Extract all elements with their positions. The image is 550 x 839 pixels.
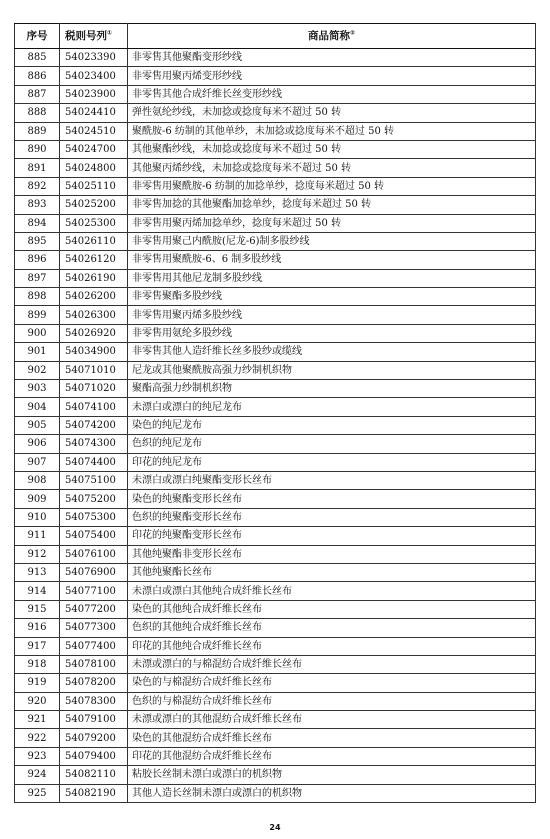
table-row: [15, 214, 536, 232]
row-name-cell: 其他聚酯纱线，未加捻或捻度每米不超过 50 转: [128, 140, 536, 158]
row-name-cell: 未漂白或漂白的纯尼龙布: [128, 398, 536, 416]
row-code-cell: 54075300: [60, 508, 128, 526]
row-seq-cell: 887: [15, 85, 60, 103]
row-code-cell: 54026120: [60, 251, 128, 269]
table-row: [15, 232, 536, 250]
row-code-cell: 54025300: [60, 214, 128, 232]
row-name-cell: 色织的其他纯合成纤维长丝布: [128, 619, 536, 637]
table-row: [15, 306, 536, 324]
row-code-cell: 54079400: [60, 747, 128, 765]
row-seq-cell: 916: [15, 619, 60, 637]
table-row: [15, 545, 536, 563]
row-code-cell: 54024800: [60, 159, 128, 177]
table-row: [15, 674, 536, 692]
row-code-cell: 54074200: [60, 416, 128, 434]
row-name-cell: 粘胶长丝制未漂白或漂白的机织物: [128, 766, 536, 784]
table-row: [15, 416, 536, 434]
row-name-cell: 非零售其他人造纤维长丝多股纱或缆线: [128, 343, 536, 361]
row-name-cell: 非零售用其他尼龙制多股纱线: [128, 269, 536, 287]
row-name-cell: 聚酯高强力纱制机织物: [128, 380, 536, 398]
row-code-cell: 54023390: [60, 49, 128, 67]
row-code-cell: 54075400: [60, 527, 128, 545]
row-code-cell: 54025200: [60, 196, 128, 214]
row-seq-cell: 901: [15, 343, 60, 361]
table-header-row: [15, 24, 536, 49]
row-code-cell: 54026200: [60, 288, 128, 306]
row-seq-cell: 904: [15, 398, 60, 416]
table-row: [15, 527, 536, 545]
row-name-cell: 印花的纯聚酯变形长丝布: [128, 527, 536, 545]
table-row: [15, 729, 536, 747]
row-seq-cell: 907: [15, 453, 60, 471]
row-seq-cell: 912: [15, 545, 60, 563]
row-name-cell: 非零售用聚丙烯变形纱线: [128, 67, 536, 85]
table-row: [15, 637, 536, 655]
row-seq-cell: 889: [15, 122, 60, 140]
table-row: [15, 140, 536, 158]
tariff-table: [14, 23, 536, 803]
header-seq: 序号: [15, 24, 60, 49]
row-code-cell: 54077100: [60, 582, 128, 600]
row-code-cell: 54024410: [60, 104, 128, 122]
row-name-cell: 印花的其他纯合成纤维长丝布: [128, 637, 536, 655]
row-seq-cell: 914: [15, 582, 60, 600]
table-row: [15, 435, 536, 453]
table-row: [15, 67, 536, 85]
row-code-cell: 54074100: [60, 398, 128, 416]
footnote-mark: ①: [107, 29, 113, 36]
row-seq-cell: 918: [15, 655, 60, 673]
row-name-cell: 非零售加捻的其他聚酯加捻单纱，捻度每米超过 50 转: [128, 196, 536, 214]
row-seq-cell: 897: [15, 269, 60, 287]
table-row: [15, 343, 536, 361]
row-name-cell: 未漂白或漂白其他纯合成纤维长丝布: [128, 582, 536, 600]
row-code-cell: 54071020: [60, 380, 128, 398]
row-code-cell: 54078200: [60, 674, 128, 692]
row-code-cell: 54078300: [60, 692, 128, 710]
row-code-cell: 54024510: [60, 122, 128, 140]
row-code-cell: 54023900: [60, 85, 128, 103]
row-code-cell: 54079200: [60, 729, 128, 747]
row-seq-cell: 888: [15, 104, 60, 122]
row-name-cell: 其他纯聚酯非变形长丝布: [128, 545, 536, 563]
row-code-cell: 54082110: [60, 766, 128, 784]
table-row: [15, 159, 536, 177]
row-name-cell: 未漂白或漂白纯聚酯变形长丝布: [128, 471, 536, 489]
row-name-cell: 非零售聚酯多股纱线: [128, 288, 536, 306]
row-name-cell: 其他人造长丝制未漂白或漂白的机织物: [128, 784, 536, 802]
row-name-cell: 色织的纯尼龙布: [128, 435, 536, 453]
row-seq-cell: 925: [15, 784, 60, 802]
row-code-cell: 54026190: [60, 269, 128, 287]
row-seq-cell: 908: [15, 471, 60, 489]
row-name-cell: 染色的其他混纺合成纤维长丝布: [128, 729, 536, 747]
table-row: [15, 380, 536, 398]
row-seq-cell: 909: [15, 490, 60, 508]
table-row: [15, 655, 536, 673]
table-row: [15, 619, 536, 637]
table-row: [15, 196, 536, 214]
row-code-cell: 54076900: [60, 563, 128, 581]
row-seq-cell: 890: [15, 140, 60, 158]
row-code-cell: 54075200: [60, 490, 128, 508]
row-code-cell: 54074300: [60, 435, 128, 453]
row-seq-cell: 892: [15, 177, 60, 195]
table-row: [15, 692, 536, 710]
row-code-cell: 54025110: [60, 177, 128, 195]
row-name-cell: 非零售用氨纶多股纱线: [128, 324, 536, 342]
row-name-cell: 非零售其他合成纤维长丝变形纱线: [128, 85, 536, 103]
row-code-cell: 54076100: [60, 545, 128, 563]
row-name-cell: 非零售其他聚酯变形纱线: [128, 49, 536, 67]
row-seq-cell: 910: [15, 508, 60, 526]
row-seq-cell: 922: [15, 729, 60, 747]
row-name-cell: 印花的其他混纺合成纤维长丝布: [128, 747, 536, 765]
row-seq-cell: 921: [15, 711, 60, 729]
row-name-cell: 未漂或漂白的其他混纺合成纤维长丝布: [128, 711, 536, 729]
table-row: [15, 711, 536, 729]
row-seq-cell: 911: [15, 527, 60, 545]
row-seq-cell: 902: [15, 361, 60, 379]
row-name-cell: 聚酰胺-6 纺制的其他单纱，未加捻或捻度每米不超过 50 转: [128, 122, 536, 140]
row-seq-cell: 885: [15, 49, 60, 67]
table-row: [15, 324, 536, 342]
table-row: [15, 361, 536, 379]
table-row: [15, 251, 536, 269]
table-row: [15, 398, 536, 416]
row-code-cell: 54071010: [60, 361, 128, 379]
row-seq-cell: 894: [15, 214, 60, 232]
table-row: [15, 49, 536, 67]
row-name-cell: 色织的与棉混纺合成纤维长丝布: [128, 692, 536, 710]
row-name-cell: 非零售用聚己内酰胺(尼龙-6)制多股纱线: [128, 232, 536, 250]
row-name-cell: 染色的与棉混纺合成纤维长丝布: [128, 674, 536, 692]
row-code-cell: 54082190: [60, 784, 128, 802]
page-number: 24: [269, 823, 281, 832]
row-seq-cell: 896: [15, 251, 60, 269]
table-row: [15, 784, 536, 802]
table-row: [15, 269, 536, 287]
row-seq-cell: 919: [15, 674, 60, 692]
row-name-cell: 其他聚丙烯纱线，未加捻或捻度每米不超过 50 转: [128, 159, 536, 177]
table-row: [15, 600, 536, 618]
table-row: [15, 85, 536, 103]
row-code-cell: 54077300: [60, 619, 128, 637]
row-seq-cell: 905: [15, 416, 60, 434]
row-name-cell: 印花的纯尼龙布: [128, 453, 536, 471]
row-code-cell: 54034900: [60, 343, 128, 361]
table-row: [15, 563, 536, 581]
row-code-cell: 54074400: [60, 453, 128, 471]
row-code-cell: 54077400: [60, 637, 128, 655]
row-name-cell: 色织的纯聚酯变形长丝布: [128, 508, 536, 526]
row-seq-cell: 899: [15, 306, 60, 324]
row-seq-cell: 893: [15, 196, 60, 214]
row-seq-cell: 895: [15, 232, 60, 250]
row-code-cell: 54078100: [60, 655, 128, 673]
table-row: [15, 122, 536, 140]
row-name-cell: 染色的纯尼龙布: [128, 416, 536, 434]
row-name-cell: 尼龙或其他聚酰胺高强力纱制机织物: [128, 361, 536, 379]
row-seq-cell: 915: [15, 600, 60, 618]
header-code: 税则号列①: [60, 24, 128, 49]
table-row: [15, 453, 536, 471]
row-seq-cell: 891: [15, 159, 60, 177]
table-row: [15, 490, 536, 508]
table-row: [15, 582, 536, 600]
row-name-cell: 弹性氨纶纱线，未加捻或捻度每米不超过 50 转: [128, 104, 536, 122]
row-code-cell: 54077200: [60, 600, 128, 618]
table-row: [15, 471, 536, 489]
row-seq-cell: 924: [15, 766, 60, 784]
table-row: [15, 508, 536, 526]
row-code-cell: 54023400: [60, 67, 128, 85]
row-seq-cell: 903: [15, 380, 60, 398]
row-code-cell: 54079100: [60, 711, 128, 729]
row-name-cell: 非零售用聚酰胺-6、6 制多股纱线: [128, 251, 536, 269]
row-code-cell: 54075100: [60, 471, 128, 489]
row-seq-cell: 906: [15, 435, 60, 453]
row-code-cell: 54026920: [60, 324, 128, 342]
row-seq-cell: 920: [15, 692, 60, 710]
row-name-cell: 染色的其他纯合成纤维长丝布: [128, 600, 536, 618]
row-name-cell: 非零售用聚丙烯加捻单纱，捻度每米超过 50 转: [128, 214, 536, 232]
table-row: [15, 766, 536, 784]
table-body: [15, 49, 536, 803]
header-name: 商品简称②: [128, 24, 536, 49]
table-row: [15, 747, 536, 765]
row-seq-cell: 900: [15, 324, 60, 342]
table-row: [15, 288, 536, 306]
table-row: [15, 177, 536, 195]
row-name-cell: 非零售用聚丙烯多股纱线: [128, 306, 536, 324]
row-name-cell: 其他纯聚酯长丝布: [128, 563, 536, 581]
row-seq-cell: 898: [15, 288, 60, 306]
row-code-cell: 54026300: [60, 306, 128, 324]
table-row: [15, 104, 536, 122]
row-seq-cell: 923: [15, 747, 60, 765]
footnote-mark: ②: [349, 29, 356, 36]
row-seq-cell: 917: [15, 637, 60, 655]
row-seq-cell: 913: [15, 563, 60, 581]
row-seq-cell: 886: [15, 67, 60, 85]
row-name-cell: 非零售用聚酰胺-6 纺制的加捻单纱，捻度每米超过 50 转: [128, 177, 536, 195]
row-code-cell: 54024700: [60, 140, 128, 158]
row-name-cell: 未漂或漂白的与棉混纺合成纤维长丝布: [128, 655, 536, 673]
row-code-cell: 54026110: [60, 232, 128, 250]
row-name-cell: 染色的纯聚酯变形长丝布: [128, 490, 536, 508]
